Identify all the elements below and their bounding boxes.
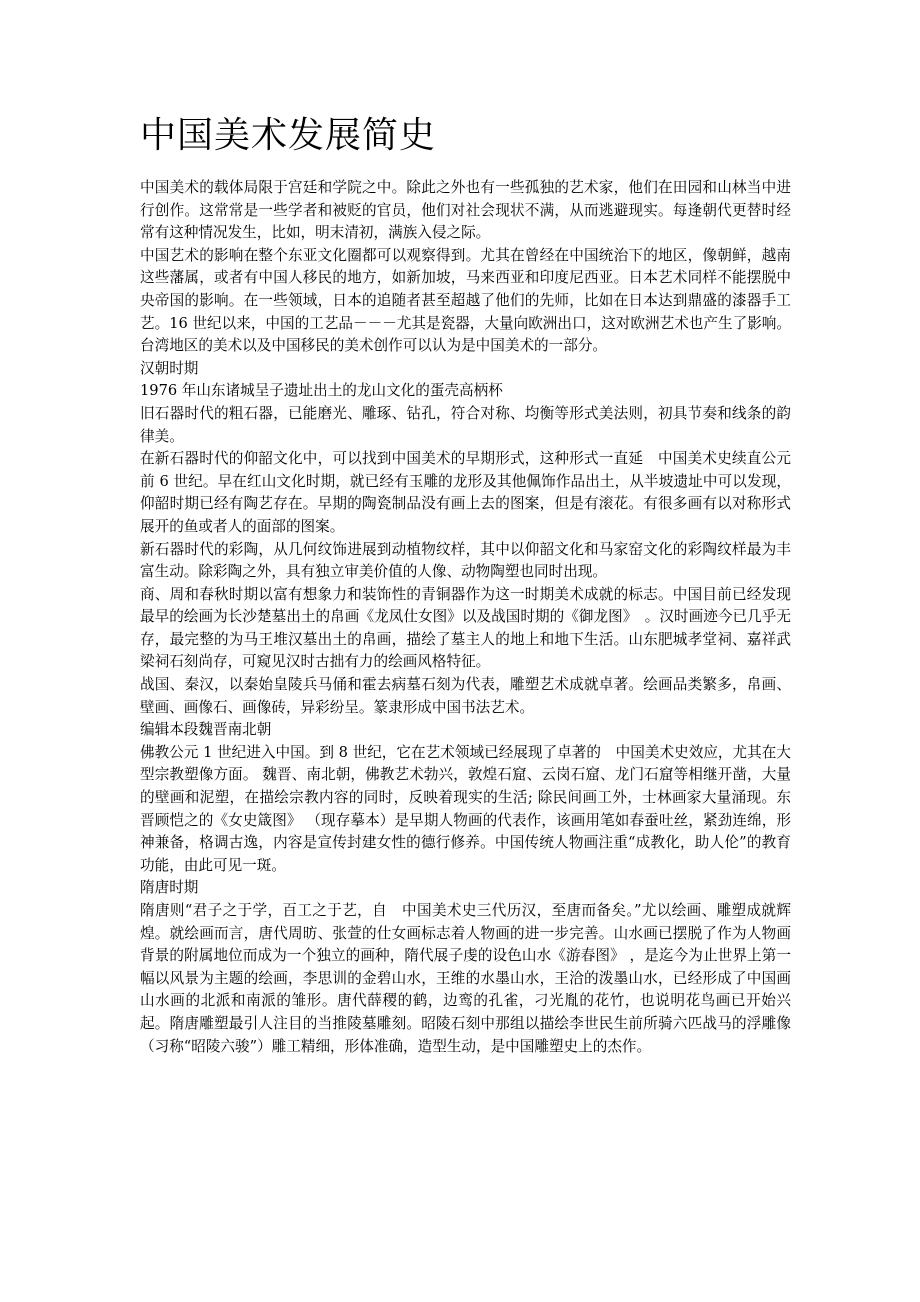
paragraph-longshan-cup: 1976 年山东诸城呈子遗址出土的龙山文化的蛋壳高柄杯 <box>140 382 503 400</box>
heading-han-dynasty: 汉朝时期 <box>140 359 199 377</box>
document-body <box>140 177 791 1058</box>
paragraph-bronze-age: 商、周和春秋时期以富有想象力和装饰性的青铜器作为这一时期美术成就的标志。中国目前已经发现最早的绘画为长沙楚墓出土的帛画《龙凤仕女图》以及战国时期的《御龙图》 。汉时画迹今已几乎无存，最完整的为马王堆汉墓出土的帛画，描绘了墓主人的地上和地下生活。山东肥城孝堂祠、嘉祥武梁祠石刻尚存，可窥见汉时古拙有力的绘画风格特征。 <box>140 585 791 671</box>
paragraph-influence: 中国艺术的影响在整个东亚文化圈都可以观察得到。尤其在曾经在中国统治下的地区，像朝鲜，越南这些藩属，或者有中国人移民的地方，如新加坡，马来西亚和印度尼西亚。日本艺术同样不能摆脱中央帝国的影响。在一些领域，日本的追随者甚至超越了他们的先师，比如在日本达到鼎盛的漆器手工艺。16 世纪以来，中国的工艺品－－－尤其是瓷器，大量向欧洲出口，这对欧洲艺术也产生了影响。台湾地区的美术以及中国移民的美术创作可以认为是中国美术的一部分。 <box>140 246 791 355</box>
paragraph-intro: 中国美术的载体局限于宫廷和学院之中。除此之外也有一些孤独的艺术家，他们在田园和山林当中进行创作。这常常是一些学者和被贬的官员，他们对社会现状不满，从而逃避现实。每逢朝代更替时经常有这种情况发生，比如，明末清初，满族入侵之际。 <box>140 179 791 242</box>
document-title: 中国美术发展简史 <box>140 115 437 156</box>
heading-sui-tang: 隋唐时期 <box>140 879 199 897</box>
paragraph-warring-states: 战国、秦汉，以秦始皇陵兵马俑和霍去病墓石刻为代表，雕塑艺术成就卓著。绘画品类繁多，帛画、壁画、画像石、画像砖，异彩纷呈。篆隶形成中国书法艺术。 <box>140 676 791 716</box>
paragraph-sui-tang: 隋唐则“君子之于学，百工之于艺，自 中国美术史三代历汉，至唐而备矣。”尤以绘画、雕塑成就辉煌。就绘画而言，唐代周昉、张萱的仕女画标志着人物画的进一步完善。山水画已摆脱了作为人物画背景的附属地位而成为一个独立的画种，隋代展子虔的设色山水《游春图》 ，是迄今为止世界上第一幅以风景为主题的绘画，李思训的金碧山水，王维的水墨山水，王洽的泼墨山水，已经形成了中国画山水画的北派和南派的雏形。唐代薛稷的鹤，边鸾的孔雀，刁光胤的花竹，也说明花鸟画已开始兴起。隋唐雕塑最引人注目的当推陵墓雕刻。昭陵石刻中那组以描绘李世民生前所骑六匹战马的浮雕像（习称“昭陵六骏”）雕工精细，形体准确，造型生动，是中国雕塑史上的杰作。 <box>140 902 791 1055</box>
paragraph-painted-pottery: 新石器时代的彩陶，从几何纹饰进展到动植物纹样，其中以仰韶文化和马家窑文化的彩陶纹样最为丰富生动。除彩陶之外，具有独立审美价值的人像、动物陶塑也同时出现。 <box>140 540 791 581</box>
paragraph-buddhism: 佛教公元 1 世纪进入中国。到 8 世纪，它在艺术领域已经展现了卓著的 中国美术史效应，尤其在大型宗教塑像方面。 魏晋、南北朝，佛教艺术勃兴，敦煌石窟、云岗石窟、龙门石窟等相继开凿，大量的壁画和泥塑，在描绘宗教内容的同时，反映着现实的生活; 除民间画工外，士林画家大量涌现。东晋顾恺之的《女史箴图》 （现存摹本）是早期人物画的代表作，该画用笔如春蚕吐丝，紧劲连绵，形神兼备，格调古逸，内容是宣传封建女性的德行修养。中国传统人物画注重“成教化，助人伦”的教育功能，由此可见一斑。 <box>140 743 791 874</box>
paragraph-yangshao: 在新石器时代的仰韶文化中，可以找到中国美术的早期形式，这种形式一直延 中国美术史续直公元前 6 世纪。早在红山文化时期，就已经有玉雕的龙形及其他佩饰作品出土，从半坡遗址中可以发现，仰韶时期已经有陶艺存在。早期的陶瓷制品没有画上去的图案，但是有滚花。有很多画有以对称形式展开的鱼或者人的面部的图案。 <box>140 450 791 535</box>
paragraph-paleolithic: 旧石器时代的粗石器，已能磨光、雕琢、钻孔，符合对称、均衡等形式美法则，初具节奏和线条的韵律美。 <box>140 404 791 445</box>
heading-wei-jin: 编辑本段魏晋南北朝 <box>140 721 272 739</box>
